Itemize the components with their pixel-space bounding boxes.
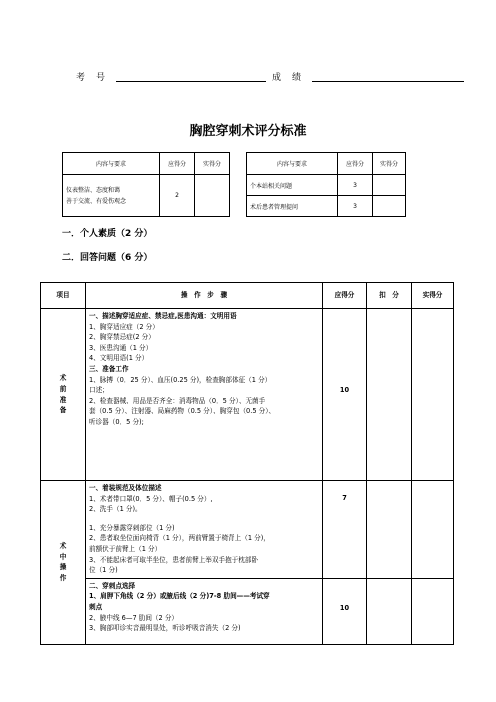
score-cell: 3	[338, 196, 373, 217]
header-actual: 实得分	[412, 283, 454, 309]
pre-op-score: 10	[323, 309, 367, 481]
score-field[interactable]	[312, 81, 464, 82]
step-line: 1、肩胛下角线（2 分）或腋后线（2 分)7-8 肋间——考试穿	[89, 592, 270, 601]
step-heading: 一、描述胸穿适应症、禁忌症,医患沟通：文明用语	[89, 312, 237, 320]
score-label: 成 绩	[272, 73, 303, 83]
header-score: 应得分	[323, 283, 367, 309]
intra-op-block2-score: 10	[323, 578, 367, 644]
step-line: 套（0.5 分）、注射器、局麻药物（0.5 分）、胸穿包（0.5 分）、	[89, 407, 276, 416]
step-line: 3、医患沟通（1 分）	[89, 343, 153, 352]
step-line: 刺点	[89, 602, 103, 611]
step-heading: 二、穿刺点选择	[89, 581, 136, 590]
content-cell: 个本站相关问题	[247, 175, 338, 196]
step-line: 1、充分暴露穿刺部位（1 分)	[89, 523, 175, 532]
intra-op-block2-deduct-cell[interactable]	[367, 578, 412, 644]
actual-score-cell[interactable]	[195, 175, 230, 217]
category-char: 备	[59, 406, 67, 415]
col-header-content: 内容与要求	[63, 153, 160, 175]
step-line: 2、患者取坐位面向椅背（1 分），两前臂置于椅背上（1 分)，	[89, 534, 270, 543]
personal-quality-table	[62, 152, 230, 217]
pre-op-actual-cell[interactable]	[412, 309, 454, 481]
category-char: 前	[59, 384, 67, 393]
step-heading: 三、准备工作	[89, 364, 129, 373]
step-line: 1、脉搏（0．25 分）、血压(0.25 分)，检查胸部体征（1 分）	[89, 375, 272, 384]
category-char: 术	[59, 374, 67, 383]
pre-op-deduct-cell[interactable]	[367, 309, 412, 481]
intra-op-block1-score: 7	[323, 481, 367, 579]
category-intra-op	[41, 481, 86, 645]
intra-op-block2-steps	[86, 578, 323, 644]
content-cell: 术后患者管理提问	[247, 196, 338, 217]
step-line: 3、胸部叩诊实音最明显处，听诊呼吸音消失（2 分)	[89, 624, 241, 633]
step-line: 1、胸穿适应症（2 分）	[89, 322, 159, 331]
score-cell: 2	[160, 175, 195, 217]
header-deduct: 扣 分	[367, 283, 412, 309]
step-line: 3、不能起床者可取半坐位，患者前臂上举双手抱于枕部卧	[89, 555, 259, 564]
intra-op-block1-steps	[86, 481, 323, 579]
category-char: 中	[59, 552, 67, 561]
content-line: 善于交流、有爱伤观念	[66, 197, 127, 205]
content-line: 仪表整洁、态度和蔼	[66, 186, 121, 194]
header-item: 项目	[41, 283, 86, 309]
col-header-actual: 实得分	[195, 153, 230, 175]
intra-op-block2-actual-cell[interactable]	[412, 578, 454, 644]
scoring-table	[40, 282, 454, 645]
section-personal-quality: 一．个人素质（2 分）	[62, 229, 153, 239]
step-line: 位（1 分)	[89, 566, 118, 575]
exam-number-field[interactable]	[116, 81, 266, 82]
pre-op-steps	[86, 309, 323, 481]
intra-op-block1-actual-cell[interactable]	[412, 481, 454, 579]
step-line: 1、术者带口罩(0．5 分）、帽子(0.5 分）,	[89, 494, 213, 503]
category-char: 术	[59, 542, 67, 551]
question-table	[246, 152, 406, 217]
step-line: 听诊器（0．5 分);	[89, 417, 144, 426]
actual-score-cell[interactable]	[373, 196, 406, 217]
step-line: 前额伏于前臂上（1 分）	[89, 544, 162, 553]
col-header-actual: 实得分	[373, 153, 406, 175]
section-answer-questions: 二．回答问题（6 分）	[62, 253, 153, 263]
step-line: 4、文明用语(1 分）	[89, 354, 149, 363]
score-cell: 3	[338, 175, 373, 196]
col-header-score: 应得分	[338, 153, 373, 175]
step-line: 2、胸穿禁忌症(2 分）	[89, 333, 155, 342]
step-line: 2、检查器械、用品是否齐全：消毒物品（0．5 分）、无菌手	[89, 396, 266, 405]
step-line: 2、洗手（1 分)。	[89, 505, 142, 514]
page-title: 胸腔穿刺术评分标准	[189, 124, 307, 139]
step-heading: 一、着装规范及体位描述	[89, 484, 162, 492]
actual-score-cell[interactable]	[373, 175, 406, 196]
col-header-score: 应得分	[160, 153, 195, 175]
category-pre-op	[41, 309, 86, 481]
spacer	[89, 515, 319, 523]
category-char: 作	[59, 573, 67, 582]
step-line: 2、腋中线 6—7 肋间（2 分）	[89, 613, 179, 622]
exam-number-label: 考 号	[76, 73, 107, 83]
content-cell	[63, 175, 160, 217]
intra-op-block1-deduct-cell[interactable]	[367, 481, 412, 579]
step-line: 口述；	[89, 386, 109, 395]
category-char: 操	[59, 563, 67, 572]
category-char: 准	[59, 395, 67, 404]
col-header-content: 内容与要求	[247, 153, 338, 175]
header-steps: 操 作 步 骤	[86, 283, 323, 309]
